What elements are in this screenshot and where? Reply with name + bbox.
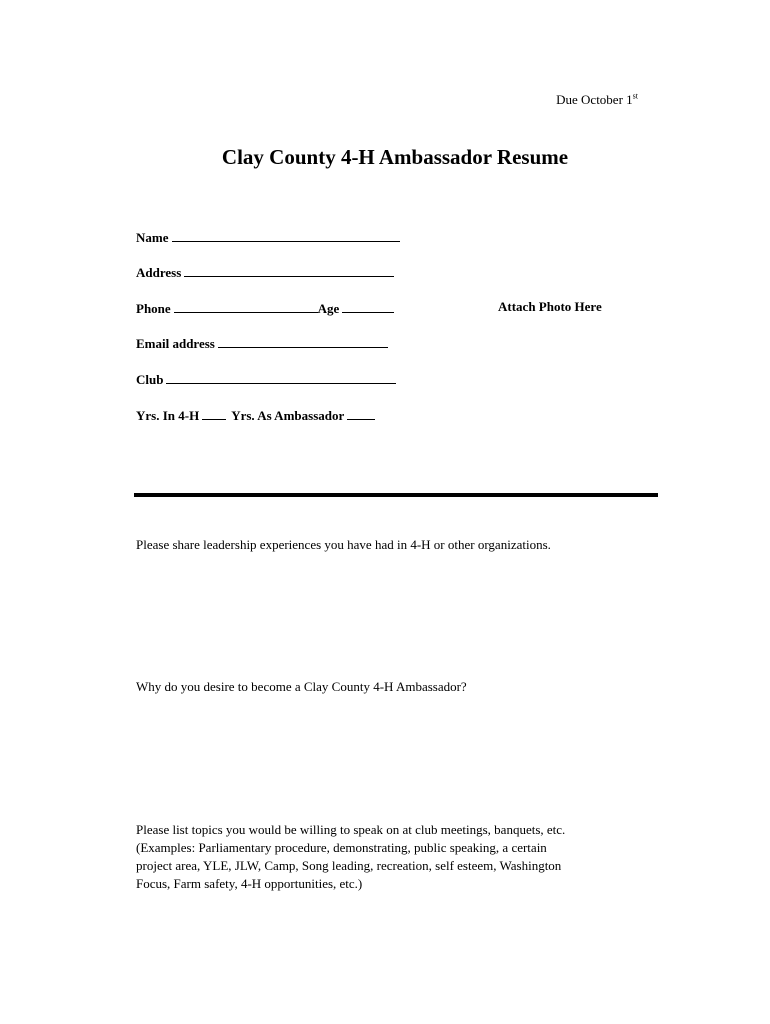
club-blank[interactable] bbox=[166, 370, 396, 384]
why-question: Why do you desire to become a Clay County 4-H Ambassador? bbox=[136, 679, 467, 694]
years-field[interactable] bbox=[136, 406, 375, 424]
phone-label: Phone bbox=[136, 301, 171, 316]
address-blank[interactable] bbox=[184, 263, 394, 277]
club-field[interactable] bbox=[136, 370, 396, 388]
yrs-ambassador-blank[interactable] bbox=[347, 406, 375, 420]
topics-line-2: (Examples: Parliamentary procedure, demonstrating, public speaking, a certain bbox=[136, 840, 547, 855]
topics-question bbox=[136, 821, 565, 893]
due-date-text: Due October 1 bbox=[556, 92, 633, 107]
yrs-ambassador-label: Yrs. As Ambassador bbox=[231, 408, 345, 423]
leadership-question: Please share leadership experiences you have had in 4-H or other organizations. bbox=[136, 537, 551, 552]
age-blank[interactable] bbox=[342, 299, 394, 313]
topics-line-4: Focus, Farm safety, 4-H opportunities, etc.) bbox=[136, 876, 363, 891]
section-divider bbox=[134, 493, 658, 497]
due-date-suffix: st bbox=[632, 91, 638, 101]
name-blank[interactable] bbox=[172, 228, 400, 242]
email-blank[interactable] bbox=[218, 334, 388, 348]
page-title: Clay County 4-H Ambassador Resume bbox=[221, 145, 569, 169]
topics-line-1: Please list topics you would be willing to speak on at club meetings, banquets, etc. bbox=[136, 822, 566, 837]
age-label: Age bbox=[317, 301, 340, 316]
email-label: Email address bbox=[136, 336, 215, 351]
address-field[interactable] bbox=[136, 263, 394, 281]
due-date bbox=[556, 92, 638, 108]
address-label: Address bbox=[136, 265, 182, 280]
topics-line-3: project area, YLE, JLW, Camp, Song leading, recreation, self esteem, Washington bbox=[136, 858, 562, 873]
club-label: Club bbox=[136, 372, 164, 387]
name-label: Name bbox=[136, 230, 169, 245]
phone-blank[interactable] bbox=[174, 299, 318, 313]
name-field[interactable] bbox=[136, 228, 400, 246]
yrs-4h-blank[interactable] bbox=[202, 406, 226, 420]
photo-placeholder: Attach Photo Here bbox=[498, 299, 602, 314]
email-field[interactable] bbox=[136, 334, 388, 352]
yrs-4h-label: Yrs. In 4-H bbox=[136, 408, 200, 423]
phone-age-field[interactable] bbox=[136, 299, 394, 317]
